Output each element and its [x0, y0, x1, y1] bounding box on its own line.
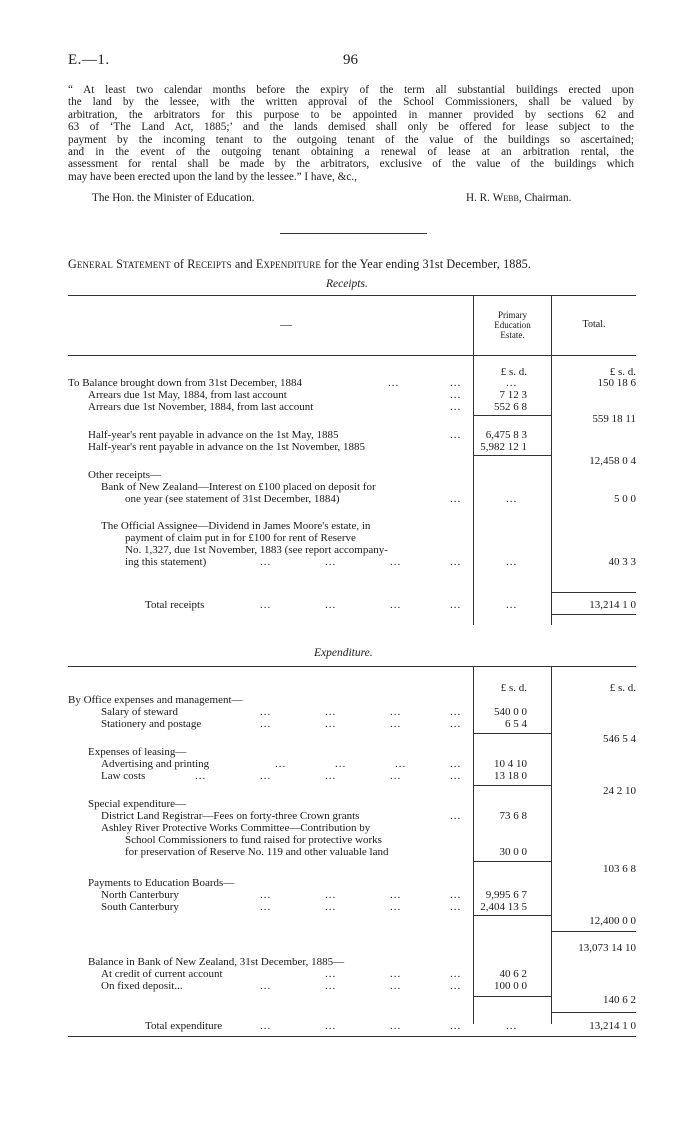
column-divider: [551, 295, 552, 625]
total-expenditure-value: 13,214 1 0: [589, 1020, 636, 1032]
dot-leader: ...: [506, 1020, 518, 1032]
expense-label: Advertising and printing: [101, 758, 210, 770]
dot-leader: ...: [325, 980, 337, 992]
letter-body: [68, 84, 634, 183]
header-line: Estate.: [500, 330, 525, 340]
receipt-label: Arrears due 1st November, 1884, from last account: [88, 401, 314, 413]
receipt-value: 12,458 0 4: [589, 455, 636, 467]
dot-leader: ...: [260, 599, 272, 611]
dot-leader: ...: [325, 1020, 337, 1032]
dot-leader: ...: [450, 968, 462, 980]
expense-value: 30 0 0: [499, 846, 527, 858]
dot-leader: ...: [450, 901, 462, 913]
sum-rule: [552, 614, 636, 615]
expense-value: 540 0 0: [494, 706, 527, 718]
expense-value: 546 5 4: [603, 733, 636, 745]
dot-leader: ...: [450, 493, 462, 505]
expense-label: School Commissioners to fund raised for protective works: [125, 834, 382, 846]
total-column-header: Total.: [582, 319, 606, 330]
table-rule: [68, 1036, 636, 1037]
dot-leader: ...: [450, 401, 462, 413]
receipt-label: payment of claim put in for £100 for rent of Reserve: [125, 532, 356, 544]
dot-leader: ...: [450, 599, 462, 611]
sum-rule: [474, 415, 551, 416]
dot-leader: ...: [390, 556, 402, 568]
expense-value: 2,404 13 5: [480, 901, 527, 913]
total-receipts-value: 13,214 1 0: [589, 599, 636, 611]
receipt-label: Bank of New Zealand—Interest on £100 placed on deposit for: [101, 481, 376, 493]
dot-leader: ...: [260, 1020, 272, 1032]
expense-value: 13 18 0: [494, 770, 527, 782]
dot-leader: ...: [390, 770, 402, 782]
expense-label: for preservation of Reserve No. 119 and other valuable land: [125, 846, 389, 858]
receipt-label: Arrears due 1st May, 1884, from last account: [88, 389, 287, 401]
header-line: Primary: [498, 310, 527, 320]
expense-subtotal: 13,073 14 10: [578, 942, 636, 954]
title-part: for the Year ending 31st December, 1885.: [320, 257, 532, 271]
dot-leader: ...: [390, 599, 402, 611]
dot-leader: ...: [506, 599, 518, 611]
expense-label: South Canterbury: [101, 901, 179, 913]
dot-leader: ...: [450, 889, 462, 901]
dot-leader: ...: [390, 980, 402, 992]
sum-rule: [552, 592, 636, 593]
dot-leader: ...: [325, 889, 337, 901]
dot-leader: ...: [450, 1020, 462, 1032]
signature-initials: H. R.: [466, 192, 490, 204]
expense-label: Special expenditure—: [88, 798, 187, 810]
receipt-label: No. 1,327, due 1st November, 1883 (see report accompany-: [125, 544, 388, 556]
dot-leader: ...: [506, 493, 518, 505]
dot-leader: ...: [506, 377, 518, 389]
dot-leader: ...: [390, 889, 402, 901]
sum-rule: [474, 455, 551, 456]
sum-rule: [474, 733, 551, 734]
dot-leader: ...: [450, 810, 462, 822]
total-expenditure-label: Total expenditure: [145, 1020, 223, 1032]
receipt-value: 7 12 3: [499, 389, 527, 401]
dot-leader: ...: [450, 429, 462, 441]
letter-line: assessment for rental shall be made by the arbitrators, exclusive of the value of the buildings which: [68, 158, 634, 171]
sum-rule: [552, 931, 636, 932]
lsd-header: £ s. d.: [609, 366, 636, 378]
expense-label: District Land Registrar—Fees on forty-three Crown grants: [101, 810, 360, 822]
dot-leader: ...: [260, 889, 272, 901]
dot-leader: ...: [388, 377, 400, 389]
dot-leader: ...: [260, 980, 272, 992]
expense-label: Stationery and postage: [101, 718, 202, 730]
receipt-label: The Official Assignee—Dividend in James Moore's estate, in: [101, 520, 371, 532]
receipt-label: Half-year's rent payable in advance on the 1st November, 1885: [88, 441, 366, 453]
sum-rule: [474, 996, 551, 997]
column-divider: [473, 295, 474, 625]
expense-label: On fixed deposit...: [101, 980, 183, 992]
receipt-value: 6,475 8 3: [485, 429, 527, 441]
letter-line: and in the event of the outgoing tenant obtaining a renewal of lease at an arbitration rental, the: [68, 146, 634, 159]
sum-rule: [552, 1012, 636, 1013]
title-part: of: [170, 257, 188, 271]
title-part: General Statement: [68, 257, 171, 271]
letter-line: “ At least two calendar months before the expiry of the term all substantial buildings erected upon: [68, 84, 634, 96]
primary-column-header: [474, 310, 551, 340]
section-divider: [280, 233, 427, 234]
expense-value: 73 6 8: [499, 810, 527, 822]
sum-rule: [474, 915, 551, 916]
lsd-header: £ s. d.: [500, 682, 527, 694]
receipt-value: 559 18 11: [592, 413, 636, 425]
expense-value: 100 0 0: [494, 980, 527, 992]
receipt-value: 552 6 8: [494, 401, 527, 413]
letter-line: 63 of ‘The Land Act, 1885;’ and the lands demised shall only be offered for lease subject to the: [68, 121, 634, 134]
dot-leader: ...: [195, 770, 207, 782]
dot-leader: ...: [450, 389, 462, 401]
total-receipts-label: Total receipts: [145, 599, 205, 611]
document-reference: E.—1.: [68, 52, 110, 68]
dot-leader: ...: [450, 980, 462, 992]
dot-leader: ...: [275, 758, 287, 770]
dot-leader: ...: [450, 770, 462, 782]
lsd-header: £ s. d.: [500, 366, 527, 378]
dot-leader: ...: [390, 1020, 402, 1032]
expense-label: By Office expenses and management—: [68, 694, 243, 706]
signature-title: , Chairman.: [518, 192, 572, 204]
expense-label: Ashley River Protective Works Committee—Contribution by: [101, 822, 371, 834]
expense-label: Salary of steward: [101, 706, 178, 718]
letter-line: may have been erected upon the land by the lessee.” I have, &c.,: [68, 170, 357, 183]
dot-leader: ...: [450, 556, 462, 568]
letter-line: the land by the lessee, with the written approval of the School Commissioners, shall be valued by: [68, 96, 634, 109]
title-part: Expenditure: [255, 257, 321, 271]
header-line: Education: [494, 320, 531, 330]
dot-leader: ...: [450, 758, 462, 770]
expense-value: 24 2 10: [603, 785, 636, 797]
expense-label: Payments to Education Boards—: [88, 877, 235, 889]
dot-leader: ...: [260, 770, 272, 782]
expense-value: 140 6 2: [603, 994, 636, 1006]
letter-line: payment by the incoming tenant to the outgoing tenant of the value of the buildings so ascertained;: [68, 133, 634, 146]
signature-name: Webb: [492, 192, 519, 204]
expense-value: 9,995 6 7: [485, 889, 527, 901]
expense-value: 40 6 2: [499, 968, 527, 980]
dot-leader: ...: [260, 556, 272, 568]
expense-value: 6 5 4: [505, 718, 527, 730]
dot-leader: ...: [395, 758, 407, 770]
dot-leader: ...: [450, 377, 462, 389]
receipt-label: To Balance brought down from 31st December, 1884: [68, 377, 303, 389]
dot-leader: ...: [390, 718, 402, 730]
sum-rule: [474, 861, 551, 862]
letter-signature: [466, 192, 571, 204]
dot-leader: ...: [325, 599, 337, 611]
expense-value: 12,400 0 0: [589, 915, 636, 927]
dot-leader: ...: [450, 718, 462, 730]
title-part: and: [231, 257, 256, 271]
dot-leader: ...: [325, 770, 337, 782]
description-column-header: —: [280, 317, 292, 331]
letter-line: arbitration, the arbitrators for this purpose to be appointed in manner provided by sections 62 and: [68, 108, 634, 121]
receipts-heading: Receipts.: [326, 278, 368, 290]
lsd-header: £ s. d.: [609, 682, 636, 694]
page-number: 96: [343, 52, 358, 68]
expense-label: Balance in Bank of New Zealand, 31st December, 1885—: [88, 956, 345, 968]
statement-title: [68, 257, 531, 272]
expense-label: North Canterbury: [101, 889, 179, 901]
receipt-label: Half-year's rent payable in advance on the 1st May, 1885: [88, 429, 339, 441]
receipt-label: ing this statement): [125, 556, 207, 568]
expense-value: 103 6 8: [603, 863, 636, 875]
expenditure-heading: Expenditure.: [314, 647, 373, 659]
expense-label: Expenses of leasing—: [88, 746, 187, 758]
dot-leader: ...: [325, 901, 337, 913]
receipt-value: 40 3 3: [608, 556, 636, 568]
expense-value: 10 4 10: [494, 758, 527, 770]
dot-leader: ...: [260, 718, 272, 730]
dot-leader: ...: [325, 718, 337, 730]
dot-leader: ...: [325, 706, 337, 718]
dot-leader: ...: [390, 968, 402, 980]
dot-leader: ...: [506, 556, 518, 568]
receipt-value: 5 0 0: [614, 493, 636, 505]
letter-addressee: The Hon. the Minister of Education.: [92, 192, 255, 204]
dot-leader: ...: [260, 706, 272, 718]
column-divider: [551, 666, 552, 1024]
expense-label: At credit of current account: [101, 968, 223, 980]
column-divider: [473, 666, 474, 1024]
dot-leader: ...: [450, 706, 462, 718]
dot-leader: ...: [390, 901, 402, 913]
dot-leader: ...: [325, 968, 337, 980]
dot-leader: ...: [325, 556, 337, 568]
dot-leader: ...: [390, 706, 402, 718]
title-part: Receipts: [187, 257, 232, 271]
expense-label: Law costs: [101, 770, 146, 782]
receipt-label: Other receipts—: [88, 469, 161, 481]
receipt-label: one year (see statement of 31st December, 1884): [125, 493, 340, 505]
receipt-value: 150 18 6: [597, 377, 636, 389]
dot-leader: ...: [260, 901, 272, 913]
dot-leader: ...: [335, 758, 347, 770]
receipt-value: 5,982 12 1: [480, 441, 527, 453]
sum-rule: [474, 785, 551, 786]
